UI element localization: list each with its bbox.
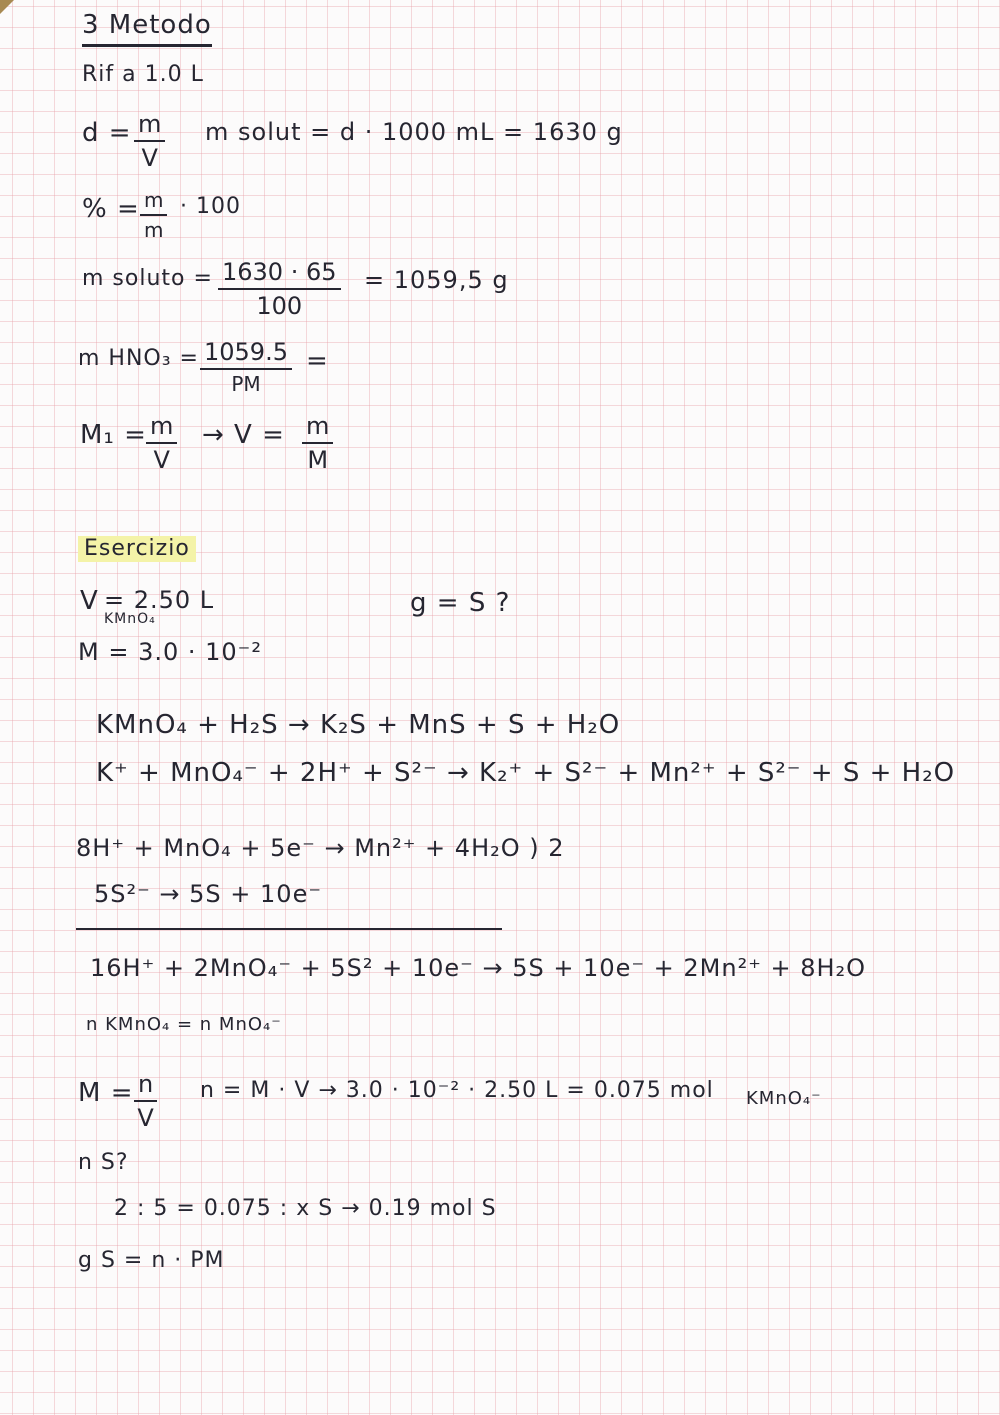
msoluto-numerator: 1630 · 65: [218, 260, 341, 290]
molarity2-numerator: n: [134, 1072, 157, 1102]
mhno3-fraction: [200, 340, 292, 394]
molarity1-fraction-b: [302, 414, 333, 472]
mass-solution-equation: m solut = d · 1000 mL = 1630 g: [205, 118, 623, 146]
grams-sulfur-formula: g S = n · PM: [78, 1248, 225, 1273]
sum-divider: [76, 928, 502, 930]
mhno3-rhs: =: [306, 346, 329, 376]
given-volume-lhs: V: [80, 586, 99, 616]
stoichiometric-proportion: 2 : 5 = 0.075 : x S → 0.19 mol S: [114, 1196, 497, 1221]
reaction-balanced: 16H⁺ + 2MnO₄⁻ + 5S² + 10e⁻ → 5S + 10e⁻ + 2Mn²⁺ + 8H₂O: [90, 954, 867, 982]
mol-equivalence: n KMnO₄ = n MnO₄⁻: [86, 1014, 282, 1035]
moles-unit: KMnO₄⁻: [746, 1088, 822, 1109]
percent-numerator: m: [140, 190, 167, 216]
molarity2-lhs: M =: [78, 1078, 134, 1108]
percent-lhs: % =: [82, 194, 140, 224]
msoluto-lhs: m soluto =: [82, 266, 213, 291]
percent-rhs: · 100: [180, 194, 241, 219]
grams-sulfur-question: g = S ?: [410, 588, 511, 618]
mhno3-numerator: 1059.5: [200, 340, 292, 370]
density-lhs: d =: [82, 118, 132, 148]
molarity1-denominator-a: V: [153, 446, 170, 474]
half-reaction-reduction: 8H⁺ + MnO₄ + 5e⁻ → Mn²⁺ + 4H₂O ) 2: [76, 834, 565, 862]
given-volume-subscript: KMnO₄: [104, 611, 156, 627]
mhno3-denominator: PM: [231, 372, 261, 396]
moles-calculation: n = M · V → 3.0 · 10⁻² · 2.50 L = 0.075 mol: [200, 1078, 714, 1103]
half-reaction-oxidation: 5S²⁻ → 5S + 10e⁻: [94, 880, 323, 908]
section-title: 3 Metodo: [82, 12, 212, 47]
reaction-ionic: K⁺ + MnO₄⁻ + 2H⁺ + S²⁻ → K₂⁺ + S²⁻ + Mn²⁺ + S²⁻ + S + H₂O: [96, 758, 956, 788]
reaction-unbalanced: KMnO₄ + H₂S → K₂S + MnS + S + H₂O: [96, 710, 621, 740]
molarity1-arrow: → V =: [202, 420, 285, 450]
density-denominator: V: [141, 144, 158, 172]
reference-volume: Rif a 1.0 L: [82, 62, 204, 87]
molarity1-denominator-b: M: [307, 446, 329, 474]
msoluto-result: = 1059,5 g: [364, 266, 509, 294]
density-fraction: [134, 112, 165, 170]
percent-fraction: [140, 190, 167, 240]
page-corner-mark: [0, 0, 14, 14]
molarity1-lhs: M₁ =: [80, 420, 147, 450]
molarity1-numerator-b: m: [302, 414, 333, 444]
percent-denominator: m: [144, 218, 164, 242]
molarity1-fraction-a: [146, 414, 177, 472]
moles-sulfur-question: n S?: [78, 1150, 129, 1175]
molarity2-fraction: [134, 1072, 157, 1130]
molarity2-denominator: V: [137, 1104, 154, 1132]
exercise-label: Esercizio: [78, 536, 196, 562]
molarity1-numerator-a: m: [146, 414, 177, 444]
msoluto-denominator: 100: [256, 292, 303, 320]
msoluto-fraction: [218, 260, 341, 318]
given-volume-value: = 2.50 L: [104, 586, 215, 614]
mhno3-lhs: m HNO₃ =: [78, 346, 199, 371]
density-numerator: m: [134, 112, 165, 142]
given-molarity: M = 3.0 · 10⁻²: [78, 638, 262, 666]
